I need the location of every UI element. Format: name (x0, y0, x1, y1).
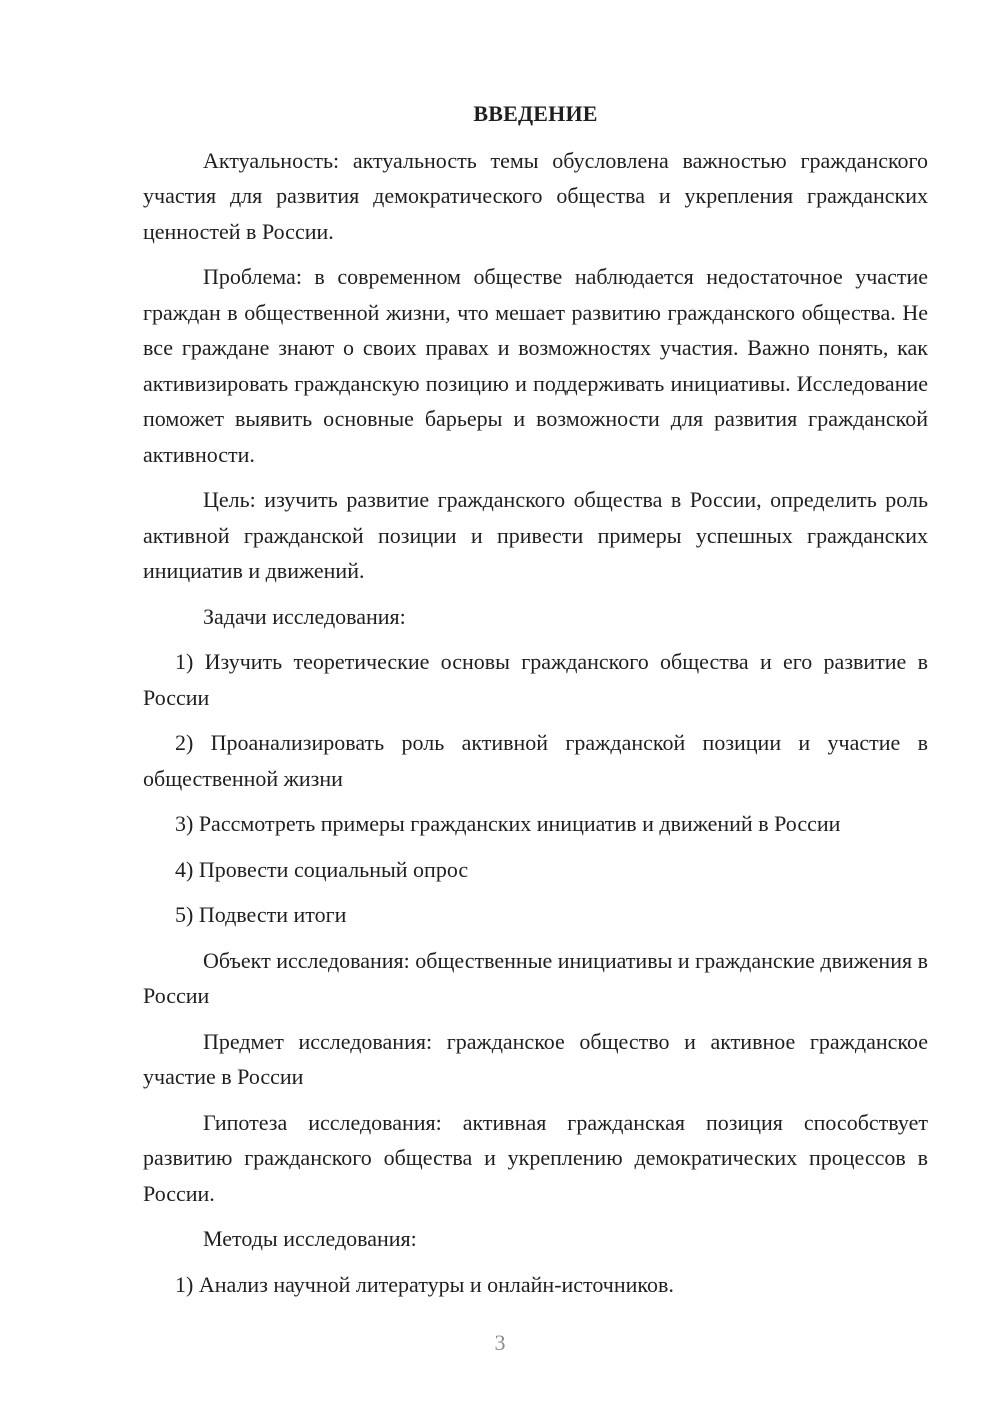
tasks-heading: Задачи исследования: (203, 603, 406, 629)
task-item-4: 4) Провести социальный опрос (175, 856, 469, 882)
page-number: 3 (494, 1330, 506, 1355)
paragraph-goal: Цель: изучить развитие гражданского общества в России, определить роль активной гражданской позиции и привести примеры успешных гражданских инициатив и движений. (143, 487, 928, 583)
paragraph-object: Объект исследования: общественные инициативы и гражданские движения в России (143, 947, 928, 1008)
paragraph-relevance: Актуальность: актуальность темы обусловлена важностью гражданского участия для развития демократического общества и укрепления гражданских ценностей в России. (143, 147, 928, 244)
task-item-5: 5) Подвести итоги (175, 902, 347, 927)
task-item-3: 3) Рассмотреть примеры гражданских инициатив и движений в России (175, 811, 841, 836)
method-item-1: 1) Анализ научной литературы и онлайн-источников. (175, 1271, 674, 1297)
document-page (143, 96, 928, 1312)
paragraph-hypothesis: Гипотеза исследования: активная гражданская позиция способствует развитию гражданского общества и укреплению демократических процессов в России. (143, 1109, 928, 1206)
task-item-2: 2) Проанализировать роль активной гражданской позиции и участие в общественной жизни (143, 730, 928, 791)
document-title: ВВЕДЕНИЕ (473, 101, 598, 126)
task-item-1: 1) Изучить теоретические основы гражданского общества и его развитие в России (143, 649, 928, 710)
methods-heading: Методы исследования: (203, 1226, 417, 1251)
paragraph-problem: Проблема: в современном обществе наблюдается недостаточное участие граждан в общественной жизни, что мешает развитию гражданского общества. Не все граждане знают о своих правах и возможностях участия. Важно понять, как активизировать гражданскую позицию и поддерживать инициативы. Исследование поможет выявить основные барьеры и возможности для развития гражданской активности. (143, 264, 928, 467)
paragraph-subject: Предмет исследования: гражданское общество и активное гражданское участие в России (143, 1028, 928, 1089)
